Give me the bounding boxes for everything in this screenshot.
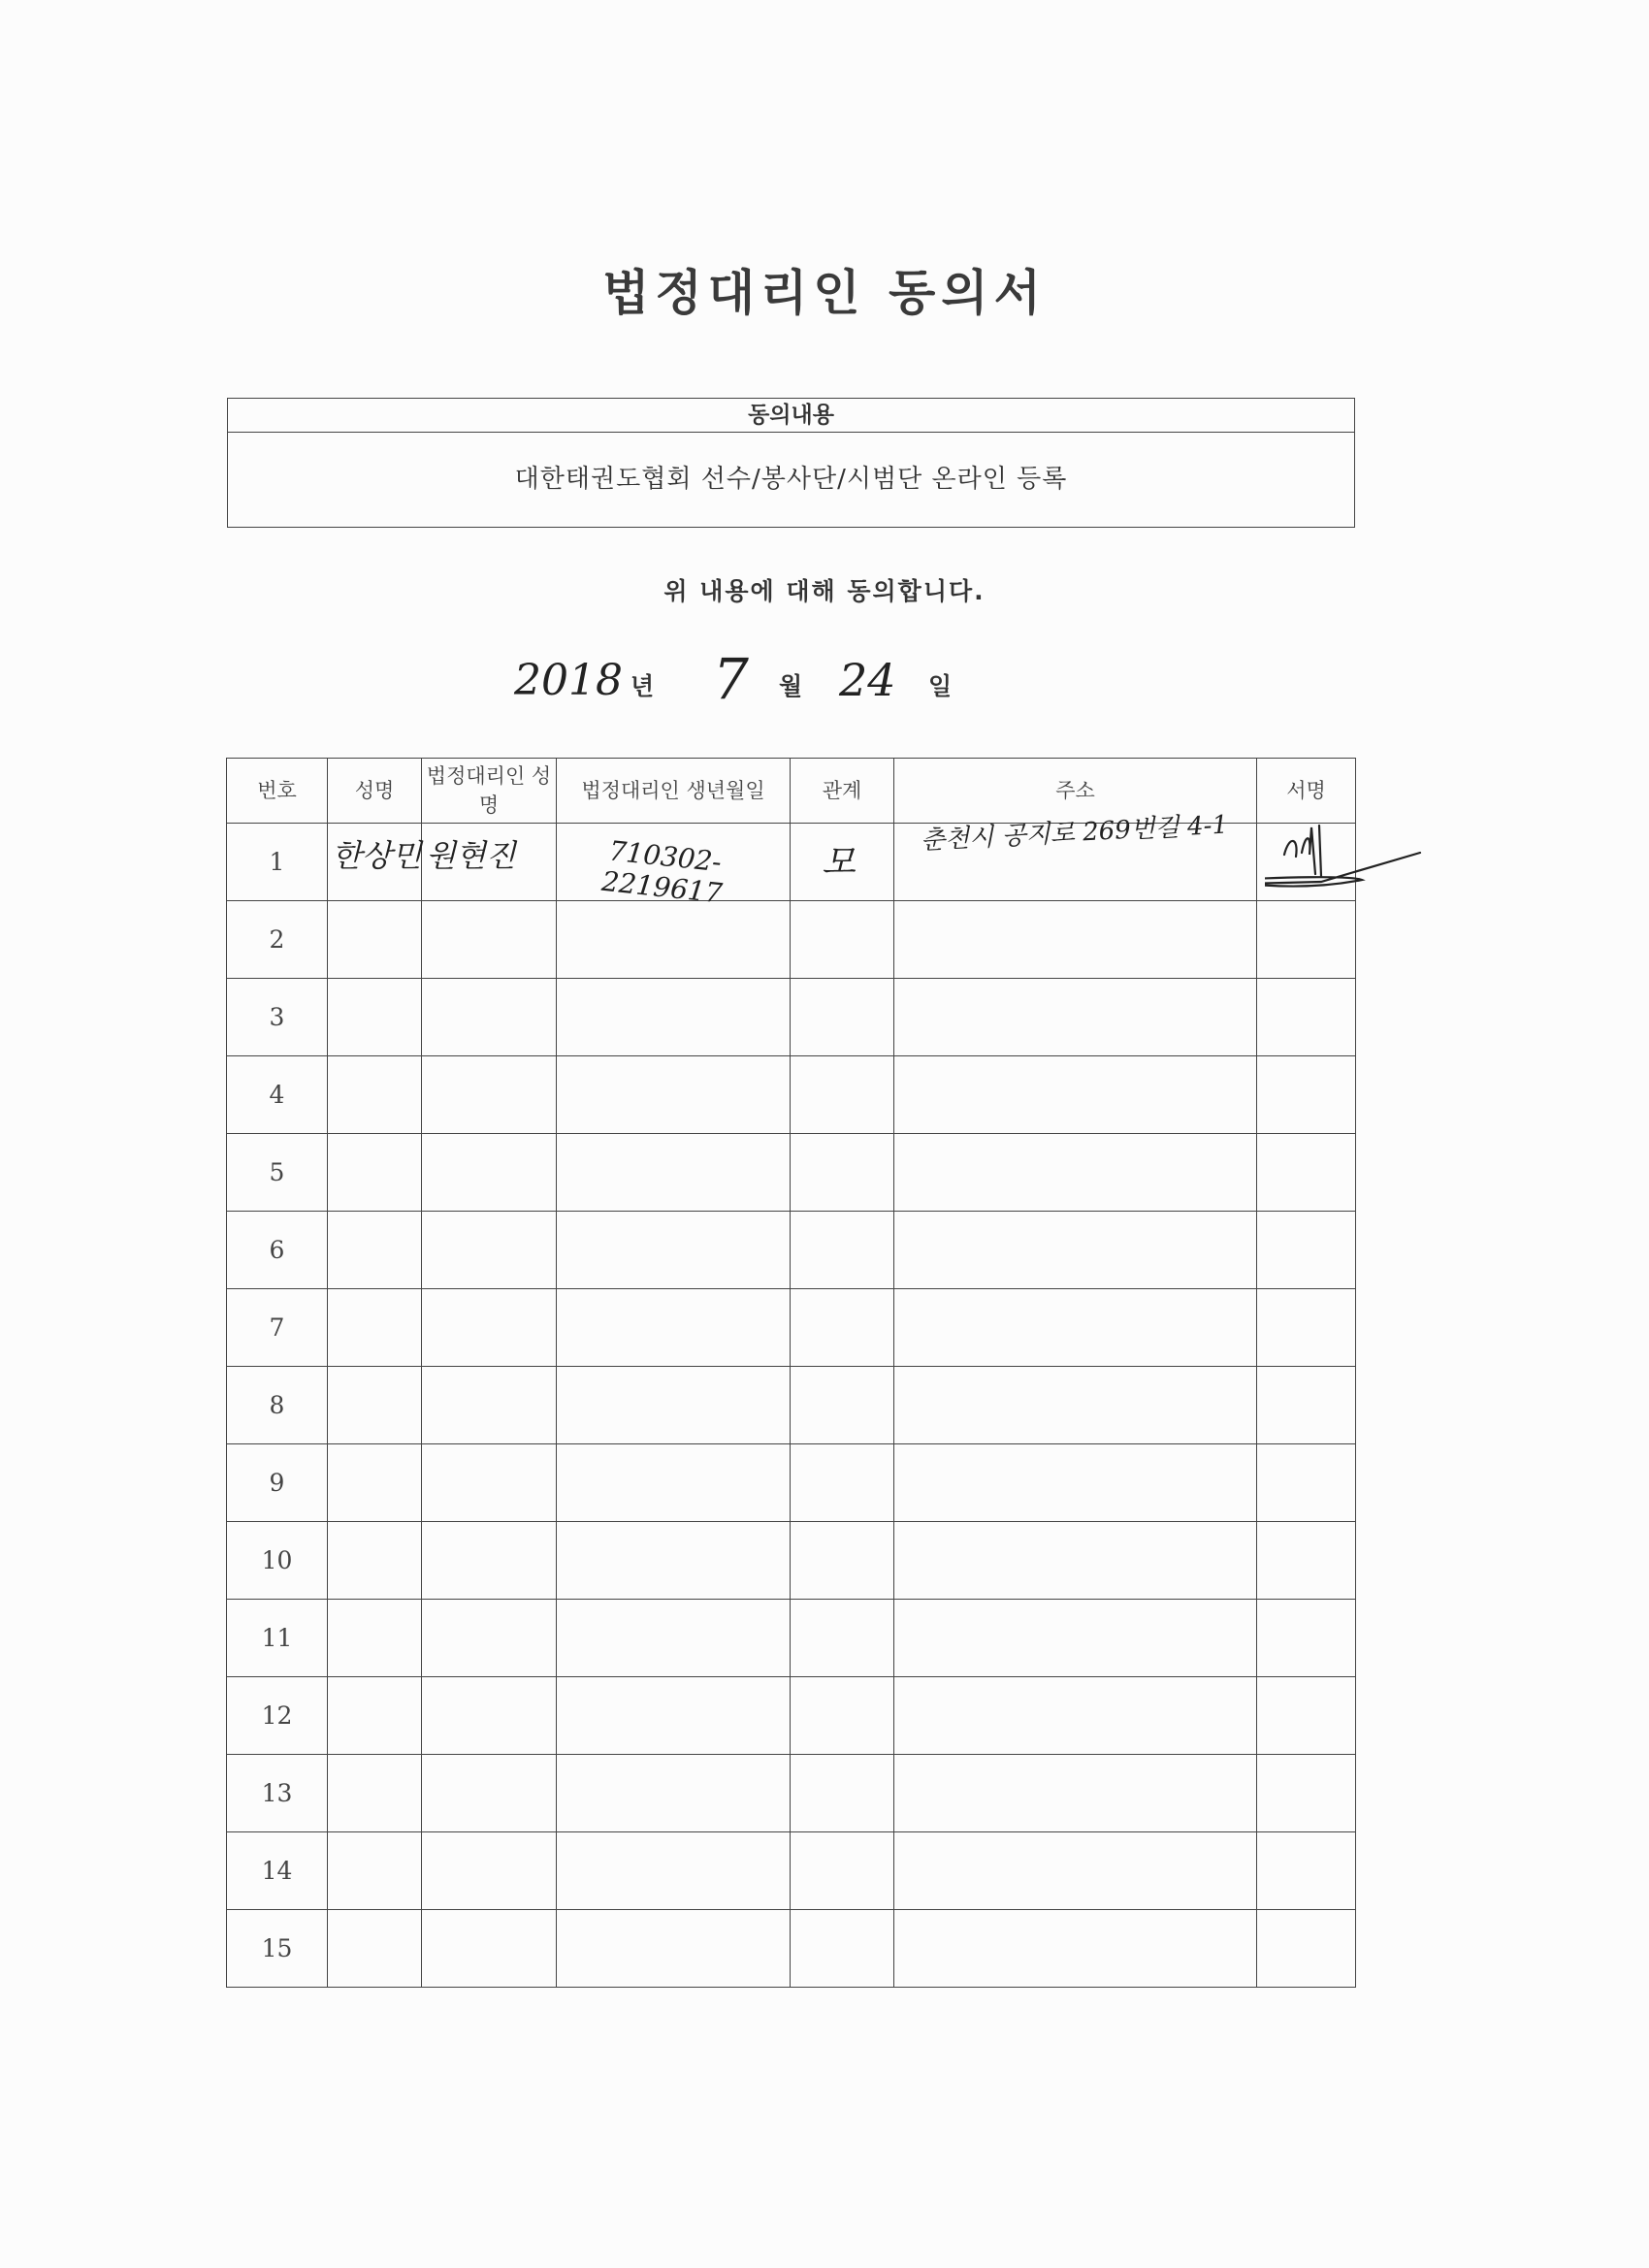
signature-cell[interactable] bbox=[1257, 1755, 1356, 1832]
guardian-birthdate-cell[interactable] bbox=[557, 1910, 791, 1988]
relation-cell[interactable] bbox=[791, 1677, 894, 1755]
name-cell[interactable] bbox=[328, 901, 422, 979]
date-month-label: 월 bbox=[779, 672, 803, 700]
row-number: 14 bbox=[227, 1832, 328, 1910]
handwritten-signature bbox=[1265, 816, 1449, 903]
signature-cell[interactable] bbox=[1257, 1056, 1356, 1134]
consent-heading: 동의내용 bbox=[228, 399, 1354, 433]
name-cell[interactable] bbox=[328, 824, 422, 901]
relation-cell[interactable] bbox=[791, 1134, 894, 1212]
row-number: 9 bbox=[227, 1444, 328, 1522]
row-number: 2 bbox=[227, 901, 328, 979]
address-cell[interactable] bbox=[894, 1134, 1257, 1212]
relation-cell[interactable] bbox=[791, 1289, 894, 1367]
row-number: 7 bbox=[227, 1289, 328, 1367]
guardian-name-cell[interactable] bbox=[422, 901, 557, 979]
guardian-birthdate-cell[interactable] bbox=[557, 1367, 791, 1444]
name-cell[interactable] bbox=[328, 979, 422, 1056]
relation-cell[interactable] bbox=[791, 1910, 894, 1988]
header-guardian-name: 법정대리인 성명 bbox=[422, 759, 557, 824]
address-cell[interactable] bbox=[894, 1910, 1257, 1988]
table-row bbox=[227, 1367, 1356, 1444]
guardian-birthdate-cell-value: 710302-2219617 bbox=[599, 834, 725, 910]
table-row bbox=[227, 1755, 1356, 1832]
agreement-statement: 위 내용에 대해 동의합니다. bbox=[663, 577, 986, 605]
table-row bbox=[227, 1910, 1356, 1988]
table-row bbox=[227, 979, 1356, 1056]
guardian-name-cell[interactable] bbox=[422, 1289, 557, 1367]
guardian-name-cell[interactable] bbox=[422, 1134, 557, 1212]
address-cell[interactable] bbox=[894, 1832, 1257, 1910]
guardian-birthdate-cell[interactable] bbox=[557, 824, 791, 910]
row-number: 11 bbox=[227, 1600, 328, 1677]
row-number: 5 bbox=[227, 1134, 328, 1212]
row-number: 8 bbox=[227, 1367, 328, 1444]
header-relation: 관계 bbox=[791, 759, 894, 824]
address-cell[interactable] bbox=[894, 810, 1257, 901]
signature-cell[interactable] bbox=[1257, 1910, 1356, 1988]
table-row bbox=[227, 1600, 1356, 1677]
table-row bbox=[227, 1212, 1356, 1289]
signature-cell[interactable] bbox=[1257, 1444, 1356, 1522]
signature-cell[interactable] bbox=[1257, 979, 1356, 1056]
guardian-name-cell[interactable] bbox=[422, 1600, 557, 1677]
guardian-name-cell[interactable] bbox=[422, 1755, 557, 1832]
address-cell[interactable] bbox=[894, 1522, 1257, 1600]
header-signature: 서명 bbox=[1257, 759, 1356, 824]
address-cell[interactable] bbox=[894, 1289, 1257, 1367]
consent-content: 대한태권도협회 선수/봉사단/시범단 온라인 등록 bbox=[514, 465, 1068, 494]
row-number: 10 bbox=[227, 1522, 328, 1600]
signature-cell[interactable] bbox=[1257, 1677, 1356, 1755]
date-year-label: 년 bbox=[630, 672, 655, 700]
guardian-name-cell[interactable] bbox=[422, 1522, 557, 1600]
signature-cell[interactable] bbox=[1257, 1212, 1356, 1289]
guardian-birthdate-cell[interactable] bbox=[557, 901, 791, 979]
address-cell[interactable] bbox=[894, 1212, 1257, 1289]
signature-cell[interactable] bbox=[1257, 824, 1356, 901]
name-cell[interactable] bbox=[328, 1600, 422, 1677]
table-row bbox=[227, 1134, 1356, 1212]
relation-cell[interactable] bbox=[791, 1600, 894, 1677]
table-row bbox=[227, 1289, 1356, 1367]
name-cell[interactable] bbox=[328, 1910, 422, 1988]
guardian-birthdate-cell[interactable] bbox=[557, 1212, 791, 1289]
name-cell[interactable] bbox=[328, 1134, 422, 1212]
guardian-name-cell[interactable] bbox=[422, 1677, 557, 1755]
row-number: 12 bbox=[227, 1677, 328, 1755]
address-cell[interactable] bbox=[894, 1367, 1257, 1444]
guardian-name-cell[interactable] bbox=[422, 1212, 557, 1289]
name-cell[interactable] bbox=[328, 1289, 422, 1367]
address-cell[interactable] bbox=[894, 1444, 1257, 1522]
guardian-birthdate-cell[interactable] bbox=[557, 1522, 791, 1600]
guardian-birthdate-cell[interactable] bbox=[557, 1600, 791, 1677]
signature-cell[interactable] bbox=[1257, 1289, 1356, 1367]
address-cell[interactable] bbox=[894, 901, 1257, 979]
name-cell[interactable] bbox=[328, 1677, 422, 1755]
name-cell[interactable] bbox=[328, 1522, 422, 1600]
date-line bbox=[504, 646, 989, 728]
relation-cell[interactable] bbox=[791, 1444, 894, 1522]
guardian-birthdate-cell[interactable] bbox=[557, 1289, 791, 1367]
relation-cell[interactable] bbox=[791, 901, 894, 979]
address-cell[interactable] bbox=[894, 1056, 1257, 1134]
date-day[interactable]: 24 bbox=[839, 654, 896, 706]
guardian-name-cell[interactable] bbox=[422, 1056, 557, 1134]
table-row bbox=[227, 901, 1356, 979]
name-cell[interactable] bbox=[328, 1056, 422, 1134]
name-cell[interactable] bbox=[328, 1832, 422, 1910]
table-row bbox=[227, 1522, 1356, 1600]
name-cell[interactable] bbox=[328, 1212, 422, 1289]
guardian-name-cell[interactable] bbox=[422, 1367, 557, 1444]
consent-box bbox=[227, 398, 1355, 528]
address-cell[interactable] bbox=[894, 1677, 1257, 1755]
date-month[interactable]: 7 bbox=[713, 646, 749, 712]
date-day-label: 일 bbox=[928, 672, 953, 700]
relation-cell[interactable] bbox=[791, 1056, 894, 1134]
guardian-birthdate-cell[interactable] bbox=[557, 1134, 791, 1212]
date-year[interactable]: 2018 bbox=[514, 656, 623, 705]
table-row bbox=[227, 1444, 1356, 1522]
relation-cell-value: 모 bbox=[822, 843, 856, 883]
address-cell[interactable] bbox=[894, 1600, 1257, 1677]
guardian-name-cell[interactable] bbox=[422, 1910, 557, 1988]
table-row bbox=[227, 1677, 1356, 1755]
guardian-birthdate-cell[interactable] bbox=[557, 1832, 791, 1910]
row-number: 3 bbox=[227, 979, 328, 1056]
guardian-name-cell[interactable] bbox=[422, 1832, 557, 1910]
relation-cell[interactable] bbox=[791, 824, 894, 901]
name-cell-value: 한상민 bbox=[332, 837, 422, 874]
signature-cell[interactable] bbox=[1257, 1367, 1356, 1444]
signature-cell[interactable] bbox=[1257, 1600, 1356, 1677]
guardian-name-cell[interactable] bbox=[422, 824, 557, 901]
relation-cell[interactable] bbox=[791, 1212, 894, 1289]
signature-cell[interactable] bbox=[1257, 1832, 1356, 1910]
guardian-name-cell[interactable] bbox=[422, 979, 557, 1056]
guardian-table bbox=[226, 758, 1356, 1988]
name-cell[interactable] bbox=[328, 1367, 422, 1444]
relation-cell[interactable] bbox=[791, 1832, 894, 1910]
guardian-birthdate-cell[interactable] bbox=[557, 1444, 791, 1522]
header-address: 주소 bbox=[894, 759, 1257, 824]
guardian-birthdate-cell[interactable] bbox=[557, 1056, 791, 1134]
row-number: 4 bbox=[227, 1056, 328, 1134]
row-number: 1 bbox=[227, 824, 328, 901]
guardian-birthdate-cell[interactable] bbox=[557, 1755, 791, 1832]
address-cell-value: 춘천시 공지로 269번길 4-1 bbox=[920, 810, 1229, 857]
row-number: 13 bbox=[227, 1755, 328, 1832]
name-cell[interactable] bbox=[328, 1444, 422, 1522]
address-cell[interactable] bbox=[894, 1755, 1257, 1832]
signature-cell[interactable] bbox=[1257, 901, 1356, 979]
name-cell[interactable] bbox=[328, 1755, 422, 1832]
table-row bbox=[227, 824, 1356, 901]
table-row bbox=[227, 1056, 1356, 1134]
address-cell[interactable] bbox=[894, 979, 1257, 1056]
row-number: 6 bbox=[227, 1212, 328, 1289]
page-title: 법정대리인 동의서 bbox=[602, 265, 1047, 321]
relation-cell[interactable] bbox=[791, 1522, 894, 1600]
header-number: 번호 bbox=[227, 759, 328, 824]
signature-cell[interactable] bbox=[1257, 1522, 1356, 1600]
guardian-name-cell-value: 원현진 bbox=[426, 837, 516, 874]
relation-cell[interactable] bbox=[791, 1367, 894, 1444]
table-row bbox=[227, 1832, 1356, 1910]
guardian-name-cell[interactable] bbox=[422, 1444, 557, 1522]
relation-cell[interactable] bbox=[791, 979, 894, 1056]
guardian-birthdate-cell[interactable] bbox=[557, 979, 791, 1056]
header-name: 성명 bbox=[328, 759, 422, 824]
relation-cell[interactable] bbox=[791, 1755, 894, 1832]
guardian-birthdate-cell[interactable] bbox=[557, 1677, 791, 1755]
row-number: 15 bbox=[227, 1910, 328, 1988]
signature-cell[interactable] bbox=[1257, 1134, 1356, 1212]
header-guardian-birthdate: 법정대리인 생년월일 bbox=[557, 759, 791, 824]
